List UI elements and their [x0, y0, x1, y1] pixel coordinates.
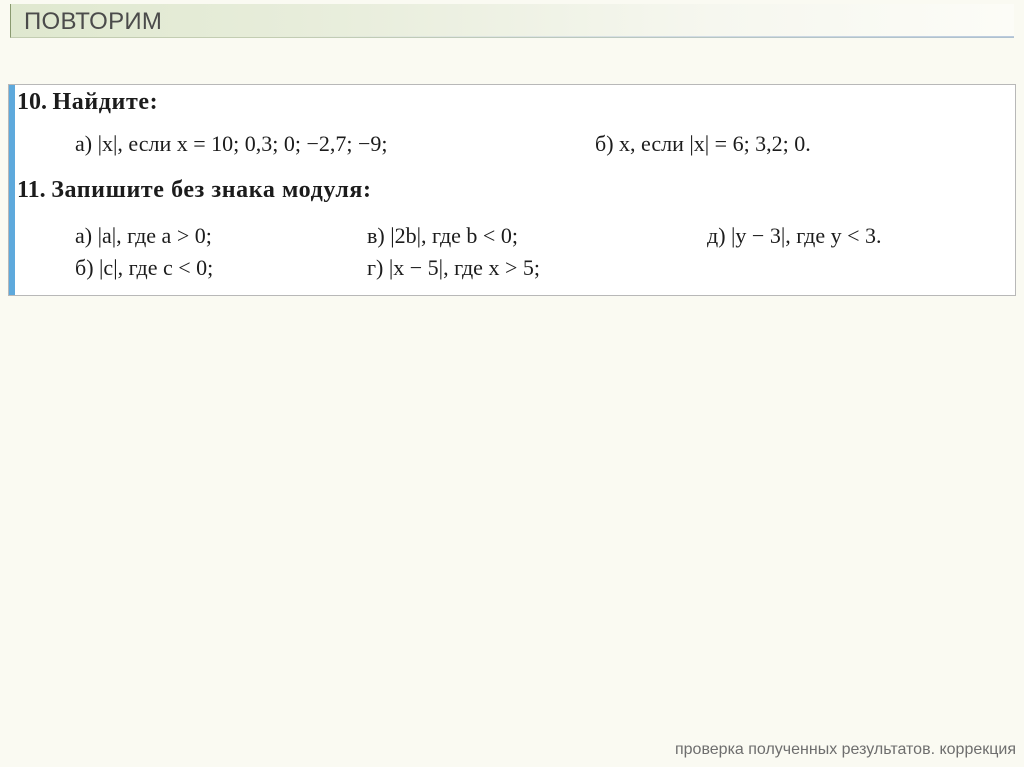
task-11-header [17, 177, 372, 204]
task-10-item-b: б) x, если |x| = 6; 3,2; 0. [595, 131, 811, 156]
task-10-number: 10. [17, 89, 47, 115]
task-11-number: 11. [17, 177, 46, 203]
task-box [8, 84, 1016, 296]
task-10-header [17, 89, 158, 116]
footer-caption: проверка полученных результатов. коррекция [674, 741, 1016, 758]
task-11-item-g: г) |x − 5|, где x > 5; [367, 255, 540, 280]
task-11-item-d: д) |y − 3|, где y < 3. [707, 223, 882, 248]
task-10-heading: Найдите: [52, 89, 159, 115]
slide-title-bar [10, 4, 1014, 38]
task-box-accent-bar [9, 85, 15, 295]
task-10-item-a: а) |x|, если x = 10; 0,3; 0; −2,7; −9; [75, 131, 388, 156]
slide-title: ПОВТОРИМ [24, 8, 163, 35]
task-11-item-a: а) |a|, где a > 0; [75, 223, 212, 248]
task-11-item-b: б) |c|, где c < 0; [75, 255, 214, 280]
title-divider [266, 36, 1014, 38]
task-11-item-v: в) |2b|, где b < 0; [367, 223, 518, 248]
task-11-heading: Запишите без знака модуля: [51, 177, 372, 203]
